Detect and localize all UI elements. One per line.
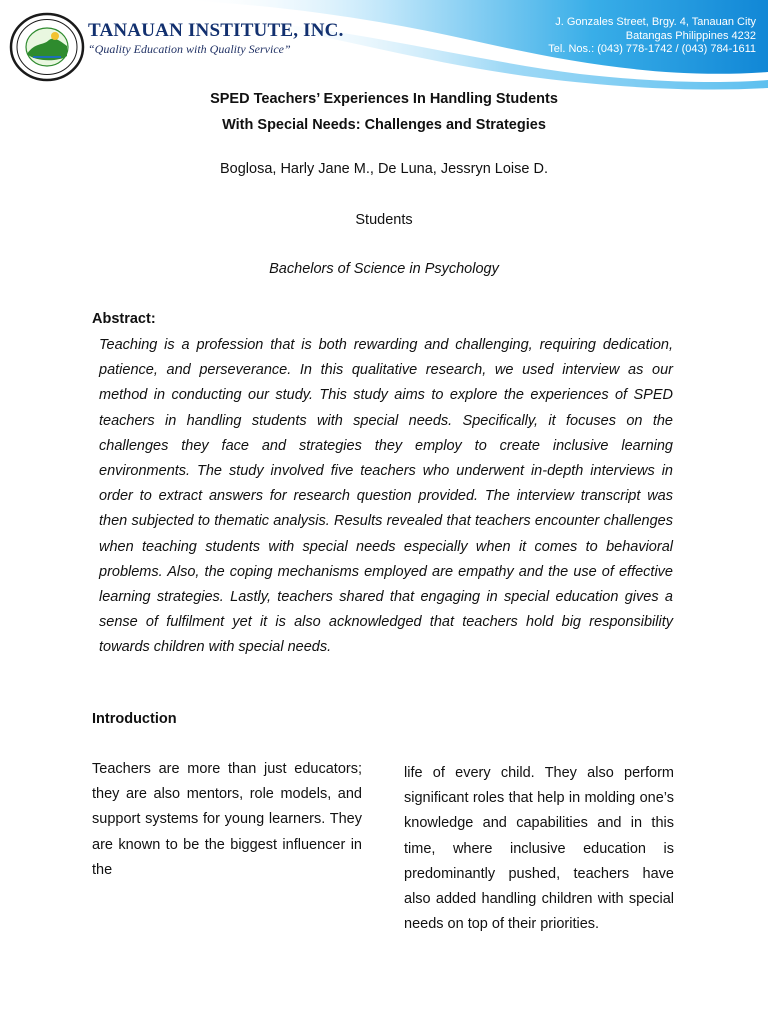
degree-program: Bachelors of Science in Psychology: [269, 261, 499, 277]
introduction-heading: Introduction: [92, 711, 177, 727]
abstract-heading: Abstract:: [92, 311, 156, 327]
paper-title-line-1: SPED Teachers’ Experiences In Handling Students: [210, 91, 558, 107]
paper-authors: Boglosa, Harly Jane M., De Luna, Jessryn Loise D.: [219, 161, 548, 177]
institution-seal-icon: [9, 12, 85, 82]
phone-line: Tel. Nos.: (043) 778-1742 / (043) 784-1611: [548, 43, 756, 55]
institution-motto: “Quality Education with Quality Service”: [88, 42, 291, 56]
introduction-left-column: Teachers are more than just educators; they are also mentors, role models, and support systems for young learners. They are known to be the biggest influencer in the: [92, 761, 362, 878]
author-role: Students: [355, 212, 413, 228]
institution-address: [548, 16, 756, 57]
paper-title: [0, 86, 768, 138]
paper-title-line-2: With Special Needs: Challenges and Strategies: [222, 117, 546, 133]
abstract-body: Teaching is a profession that is both rewarding and challenging, requiring dedication, patience, and perseverance. In this qualitative research, we used interview as our method in conducting our study. This study aims to explore the experiences of SPED teachers in handling students with special needs. Specifically, it focuses on the challenges they face and strategies they employ to create inclusive learning environments. The study involved five teachers who underwent in-depth interviews in order to extract answers for research question provided. The interview transcript was then subjected to thematic analysis. Results revealed that teachers encounter challenges when teaching students with special needs especially when it comes to behavioral problems. Also, the coping mechanisms employed are empathy and the use of effective learning strategies. Lastly, teachers shared that engaging in special education gives a sense of fulfilment yet it is also acknowledged that teachers hold big responsibility towards children with special needs.: [99, 337, 673, 656]
address-line-1: J. Gonzales Street, Brgy. 4, Tanauan City: [555, 16, 756, 28]
institution-name: TANAUAN INSTITUTE, INC.: [88, 20, 344, 41]
letterhead: [0, 0, 768, 90]
address-line-2: Batangas Philippines 4232: [625, 29, 756, 42]
introduction-right-column: life of every child. They also perform significant roles that help in molding one’s knowledge and capabilities and in this time, where inclusive education is predominantly pushed, teachers have also added handling children with special needs on top of their priorities.: [404, 765, 674, 933]
